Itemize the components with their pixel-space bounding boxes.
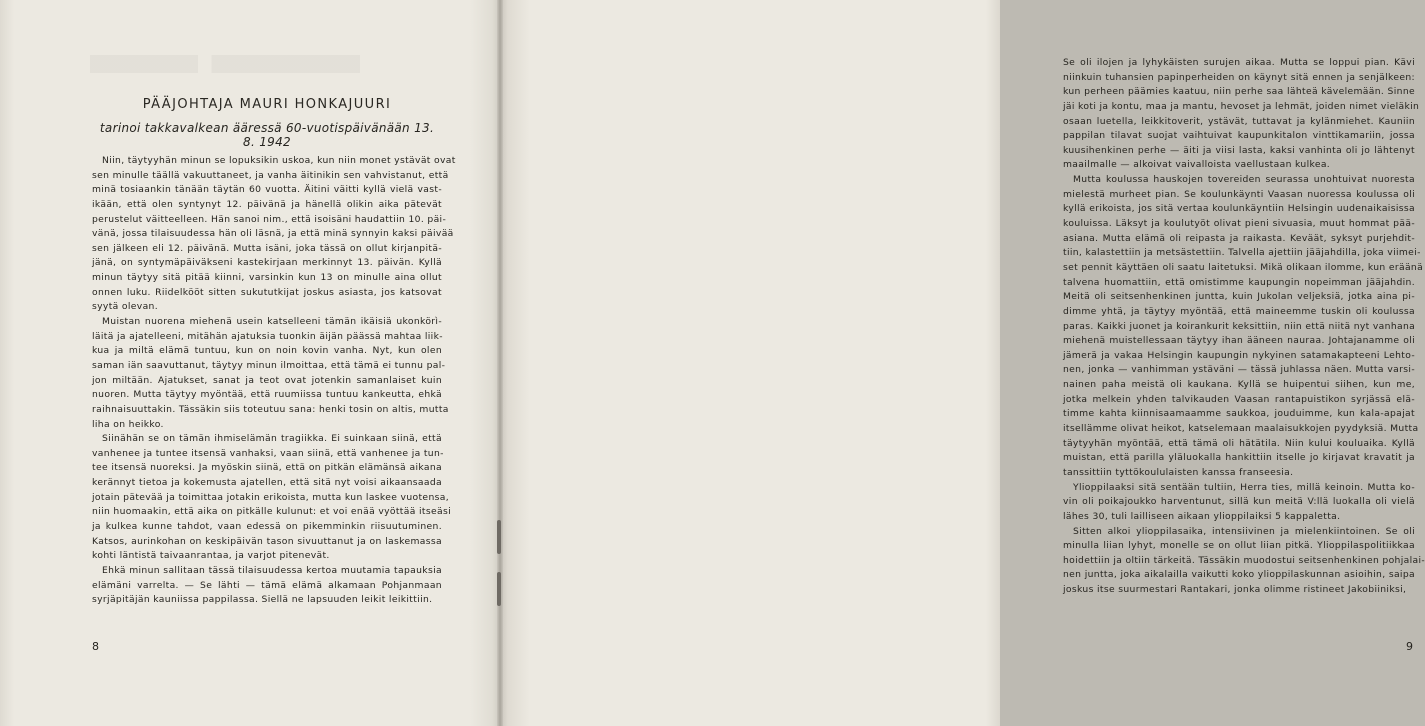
text-line: ja kulkea kunne tahdot, vaan edessä on pikemminkin riisuutuminen.	[92, 521, 442, 533]
text-line: lähes 30, tuli lailliseen aikaan ylioppilaiksi 5 kappaletta.	[1063, 510, 1341, 522]
text-line: Sitten alkoi ylioppilasaika, intensiivinen ja mielenkiintoinen. Se oli	[1073, 525, 1415, 537]
text-line: paras. Kaikki juonet ja koirankurit keksittiin, niin että niitä nyt vanhana	[1063, 320, 1416, 332]
text-line: elämäni varrelta. — Se lähti — tämä elämä alkamaan Pohjanmaan	[92, 579, 442, 591]
text-line: syrjäpitäjän kauniissa pappilassa. Siellä ne lapsuuden leikit leikittiin.	[92, 594, 433, 606]
text-line: sen minulle täällä vakuuttaneet, ja vanha äitinikin sen vahvistanut, että	[92, 169, 449, 181]
text-line: tiin, kalastettiin ja metsästettiin. Talvella ajettiin jääjahdilla, joka viimei-	[1063, 247, 1421, 259]
text-line: tee itsensä nuoreksi. Ja myöskin siinä, että on pitkän elämänsä aikana	[92, 462, 442, 474]
text-line: minulla liian lyhyt, monelle se on ollut liian pitkä. Ylioppilaspolitiikkaa	[1063, 540, 1415, 552]
text-line: täytyyhän myöntää, että tämä oli hätätila. Niin kului kouluaika. Kyllä	[1063, 437, 1415, 449]
book-gutter	[497, 0, 503, 726]
text-line: kuusihenkinen perhe — äiti ja viisi lasta, kaksi vanhinta oli jo lähtenyt	[1063, 144, 1415, 156]
text-line: ikään, että olen syntynyt 12. päivänä ja hänellä olikin aika pätevät	[92, 198, 442, 210]
text-line: Ylioppilaaksi sitä sentään tultiin, Herra ties, millä keinoin. Mutta ko-	[1073, 481, 1415, 493]
text-line: onnen luku. Riidelkööt sitten sukututkijat joskus asiasta, jos katsovat	[92, 286, 442, 298]
text-line: niinkuin tuhansien papinperheiden on käynyt sitä ennen ja senjälkeen:	[1063, 71, 1415, 83]
text-line: pappilan tilavat suojat vaihtuivat kaupunkitalon vinttikamariin, jossa	[1063, 130, 1415, 142]
text-line: kyllä erikoista, jos sitä vertaa koulunkäyntiin Helsingin uudenaikaisissa	[1063, 203, 1415, 215]
text-line: kohti läntistä taivaanrantaa, ja varjot pitenevät.	[92, 550, 330, 562]
text-line: asiana. Mutta elämä oli reipasta ja raikasta. Keväät, syksyt purjehdit-	[1063, 232, 1415, 244]
text-line: talvena huomattiin, että omistimme kaupungin nopeimman jääjahdin.	[1063, 276, 1415, 288]
left-body-text	[92, 154, 456, 608]
text-line: nen, jonka — vanhimman ystäväni — tässä juhlassa näen. Mutta varsi-	[1063, 364, 1415, 376]
text-line: syytä olevan.	[92, 301, 159, 313]
text-line: Siinähän se on tämän ihmiselämän tragiikka. Ei suinkaan siinä, että	[102, 433, 442, 445]
text-line: hoidettiin ja oltiin tärkeitä. Tässäkin muodostui seitsenhenkinen pohjalai-	[1063, 554, 1425, 566]
text-line: sen jälkeen eli 12. päivänä. Mutta isäni, joka tässä on ollut kirjanpitä-	[92, 242, 442, 254]
text-line: itsellämme olivat heikot, katselemaan maalaisukkojen pyydyksiä. Mutta	[1063, 423, 1419, 435]
text-line: maailmalle — alkoivat vaivalloista vaellustaan kulkea.	[1063, 159, 1331, 171]
text-line: nuoren. Mutta täytyy myöntää, että ruumiissa tuntuu kankeutta, ehkä	[92, 389, 442, 401]
show-through-text	[90, 55, 360, 73]
text-line: liha on heikko.	[92, 418, 164, 430]
text-line: Ehkä minun sallitaan tässä tilaisuudessa kertoa muutamia tapauksia	[102, 564, 442, 576]
text-line: jon miltään. Ajatukset, sanat ja teot ovat jotenkin samanlaiset kuin	[92, 374, 442, 386]
text-line: vin oli poikajoukko harventunut, sillä kun meitä V:llä luokalla oli vielä	[1063, 496, 1415, 508]
text-line: Se oli ilojen ja lyhykäisten surujen aikaa. Mutta se loppui pian. Kävi	[1063, 57, 1415, 68]
text-line: läitä ja ajatelleeni, mitähän ajatuksia tuonkin äijän päässä mahtaa liik-	[92, 330, 443, 342]
text-line: jämerä ja vakaa Helsingin kaupungin nykyinen satamakapteeni Lehto-	[1063, 349, 1415, 361]
page-number-left: 8	[92, 640, 99, 653]
text-line: Niin, täytyyhän minun se lopuksikin uskoa, kun niin monet ystävät ovat	[102, 155, 456, 166]
text-line: Meitä oli seitsenhenkinen juntta, kuin Jukolan veljeksiä, jotka aina pi-	[1063, 291, 1415, 303]
text-line: miehenä muistellessaan täytyy ihan ääneen nauraa. Johtajanamme oli	[1063, 335, 1415, 347]
text-line: minä tosiaankin tänään täytän 60 vuotta. Äitini väitti kyllä vielä vast-	[92, 184, 442, 196]
text-line: set pennit käyttäen oli saatu laitetuksi. Mikä olikaan ilomme, kun eräänä	[1063, 261, 1424, 273]
text-line: minun täytyy sitä pitää kiinni, varsinkin kun 13 on minulle aina ollut	[92, 272, 442, 284]
staple-bottom	[497, 572, 501, 606]
right-body-text	[1063, 56, 1425, 598]
text-line: tanssittiin tyttökoululaisten kanssa franseesia.	[1063, 466, 1294, 478]
page-number-right: 9	[1406, 640, 1413, 653]
text-line: kouluissa. Läksyt ja koulutyöt olivat pieni sivuasia, muut hommat pää-	[1063, 218, 1415, 230]
article-heading: PÄÄJOHTAJA MAURI HONKAJUURI	[142, 97, 392, 112]
text-line: jotka melkein yhden talvikauden Vaasan rantapuistikon syrjässä elä-	[1063, 393, 1415, 405]
staple-top	[497, 520, 501, 554]
text-line: dimme yhtä, ja täytyy myöntää, että maineemme tuskin oli koulussa	[1063, 305, 1415, 317]
text-line: vänä, jossa tilaisuudessa hän oli läsnä, ja että minä synnyin kaksi päivää	[92, 228, 454, 240]
text-line: mielestä murheet pian. Se koulunkäynti Vaasan nuoressa koulussa oli	[1063, 188, 1415, 200]
text-line: jänä, on syntymäpäiväkseni kastekirjaan merkinnyt 13. päivän. Kyllä	[92, 257, 442, 269]
text-line: timme kahta kiinnisaamaamme saukkoa, jouduimme, kun kala-apajat	[1063, 408, 1415, 420]
text-line: Muistan nuorena miehenä usein katselleeni tämän ikäisiä ukonkörì-	[102, 316, 442, 328]
text-line: nen juntta, joka aikalailla vaikutti koko ylioppilaskunnan asioihin, saipa	[1063, 569, 1415, 581]
text-line: Mutta koulussa hauskojen tovereiden seurassa unohtuivat nuoresta	[1073, 174, 1415, 186]
text-line: kun perheen päämies kaatuu, niin perhe saa lähteä kävelemään. Sinne	[1063, 86, 1415, 98]
text-line: nainen paha meistä oli kaukana. Kyllä se huipentui siihen, kun me,	[1063, 379, 1415, 391]
text-line: perustelut väitteelleen. Hän sanoi nim., että isoisäni haudattiin 10. päi-	[92, 213, 447, 225]
text-line: saman iän saavuttanut, täytyy minun ilmoittaa, että tämä ei tunnu pal-	[92, 359, 446, 371]
text-line: joskus itse suurmestari Rantakari, jonka olimme ristineet Jakobiiniksi,	[1063, 584, 1407, 596]
text-line: osaan luetella, leikkitoverit, ystävät, tuttavat ja kylänmiehet. Kauniin	[1063, 115, 1415, 127]
text-line: raihnaisuuttakin. Tässäkin siis toteutuu sana: henki tosin on altis, mutta	[92, 403, 449, 415]
text-line: jotain pätevää ja toimittaa jotakin erikoista, mutta kun laskee vuotensa,	[92, 491, 449, 503]
left-page	[0, 0, 500, 726]
text-line: kerännyt tietoa ja kokemusta ajatellen, että sitä nyt voisi aikaansaada	[92, 477, 442, 489]
text-line: vanhenee ja tuntee itsensä vanhaksi, vaan siinä, että vanhenee ja tun-	[92, 447, 444, 459]
text-line: niin huomaakin, että aika on pitkälle kulunut: et voi enää vyöttää itseäsi	[92, 506, 452, 518]
text-line: jäi koti ja kontu, maa ja mantu, hevoset ja lehmät, joiden nimet vieläkin	[1063, 100, 1420, 112]
text-line: Katsos, aurinkohan on keskipäivän tason sivuuttanut ja on laskemassa	[92, 535, 442, 547]
text-line: muistan, että parilla yläluokalla hankittiin itselle jo kirjavat kravatit ja	[1063, 452, 1415, 464]
article-subtitle: tarinoi takkavalkean ääressä 60-vuotispäivänään 13. 8. 1942	[99, 121, 435, 149]
text-line: kua ja miltä elämä tuntuu, kun on noin kovin vanha. Nyt, kun olen	[92, 345, 442, 357]
right-page	[500, 0, 1425, 726]
